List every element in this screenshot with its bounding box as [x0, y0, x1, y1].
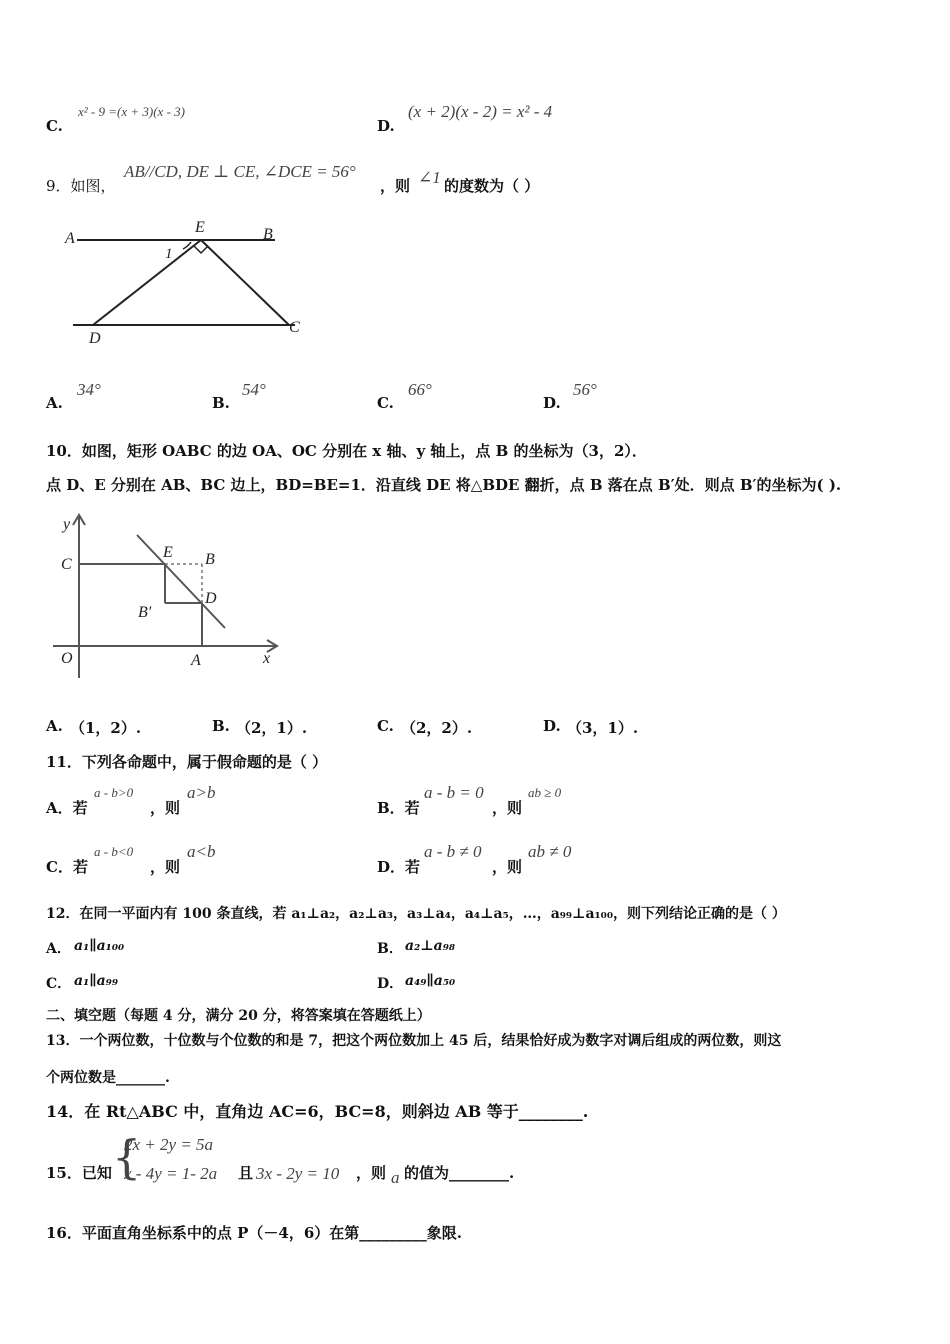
- q12-option-b-value: a₂⊥a₉₈: [405, 938, 455, 954]
- label-a: A: [191, 652, 201, 669]
- q15-var: a: [391, 1168, 400, 1187]
- q11-option-b-result: ab ≥ 0: [528, 785, 562, 800]
- q9-angle: ∠1: [418, 168, 441, 187]
- q12-option-a-value: a₁∥a₁₀₀: [74, 938, 125, 954]
- q15-eq-1: 2x + 2y = 5a: [124, 1135, 214, 1154]
- q10-option-a-value: （1，2）.: [70, 719, 142, 737]
- section-2-heading: 二、填空题（每题 4 分，满分 20 分，将答案填在答题纸上）: [46, 1008, 431, 1024]
- q10-figure: [45, 505, 285, 680]
- label-c: C: [61, 556, 72, 573]
- q11-option-c-label: C．若: [46, 858, 88, 876]
- label-o: O: [61, 650, 73, 667]
- q11-option-c-result: a<b: [187, 842, 216, 861]
- label-a: A: [65, 230, 75, 247]
- q12-option-d-value: a₄₉∥a₅₀: [405, 973, 456, 989]
- q9-figure: [55, 212, 325, 352]
- q9-option-b-value: 54°: [242, 380, 266, 399]
- q9-then: ，则: [380, 177, 411, 195]
- q13-line-2: 个两位数是_______.: [46, 1070, 170, 1086]
- q11-option-b-label: B．若: [377, 799, 420, 817]
- q11-option-d-then: ，则: [492, 858, 523, 876]
- q15-eq-2: x - 4y = 1- 2a: [124, 1164, 218, 1183]
- q9-option-d-label: D.: [543, 394, 561, 412]
- label-x: x: [263, 650, 271, 667]
- q11-option-d-result: ab ≠ 0: [528, 842, 572, 861]
- q15-then: ，则: [356, 1164, 387, 1182]
- q9-condition: AB//CD, DE ⊥ CE, ∠DCE = 56°: [124, 162, 356, 181]
- q9-option-b-label: B.: [212, 394, 230, 412]
- q10-option-a-label: A.: [46, 717, 63, 735]
- q9-option-c-value: 66°: [408, 380, 432, 399]
- q8-option-d-label: D.: [377, 117, 395, 135]
- q15-and: 且: [238, 1164, 254, 1182]
- q11-option-b-cond: a - b = 0: [424, 783, 484, 802]
- q11-option-a-cond: a - b>0: [94, 785, 134, 800]
- q12-option-b-label: B．: [377, 941, 403, 957]
- q12-option-c-label: C．: [46, 976, 72, 992]
- label-b: B: [205, 551, 215, 568]
- q10-option-c-value: （2，2）.: [401, 719, 473, 737]
- q9-option-d-value: 56°: [573, 380, 597, 399]
- q11-option-d-cond: a - b ≠ 0: [424, 842, 482, 861]
- label-1: 1: [165, 246, 173, 262]
- q10-option-c-label: C.: [377, 717, 394, 735]
- q10-line-2: 点 D、E 分别在 AB、BC 边上，BD=BE=1．沿直线 DE 将△BDE 翻折，点 B 落在点 B′处．则点 B′的坐标为( ).: [46, 476, 842, 494]
- q11-option-a-result: a>b: [187, 783, 216, 802]
- label-e: E: [163, 544, 173, 561]
- q9-number: 9．如图，: [46, 177, 116, 195]
- q8-option-d-expr: (x + 2)(x - 2) = x² - 4: [408, 102, 553, 121]
- q13-line-1: 13．一个两位数，十位数与个位数的和是 7，把这个两位数加上 45 后，结果恰好成为数字对调后组成的两位数，则这: [46, 1033, 782, 1049]
- q15-eq-3: 3x - 2y = 10: [256, 1164, 340, 1183]
- q12-option-a-label: A．: [46, 941, 71, 957]
- line-ec: [201, 240, 289, 325]
- q11-title: 11．下列各命题中，属于假命题的是（ ）: [46, 753, 328, 771]
- q11-option-a-label: A．若: [46, 799, 88, 817]
- label-e: E: [195, 219, 205, 236]
- q8-option-c-expr: x² - 9 =(x + 3)(x - 3): [78, 104, 185, 119]
- label-b-prime: B′: [138, 604, 152, 621]
- q11-option-a-then: ，则: [150, 799, 181, 817]
- q11-option-b-then: ，则: [492, 799, 523, 817]
- q10-option-d-label: D.: [543, 717, 561, 735]
- label-d: D: [205, 590, 217, 607]
- q11-option-c-then: ，则: [150, 858, 181, 876]
- q10-line-1: 10．如图，矩形 OABC 的边 OA、OC 分别在 x 轴、y 轴上，点 B 的坐标为（3，2）．: [46, 442, 647, 460]
- line-ed: [93, 240, 201, 325]
- label-c: C: [289, 319, 300, 336]
- q16-text: 16．平面直角坐标系中的点 P（－4，6）在第_________象限.: [46, 1224, 462, 1242]
- label-b: B: [263, 226, 273, 243]
- q9-option-a-label: A.: [46, 394, 63, 412]
- q15-brace: {: [112, 1130, 142, 1184]
- q9-option-c-label: C.: [377, 394, 394, 412]
- q10-option-d-value: （3，1）.: [567, 719, 639, 737]
- q12-title: 12．在同一平面内有 100 条直线，若 a₁⊥a₂，a₂⊥a₃，a₃⊥a₄，a₄⊥a₅，…，a₉₉⊥a₁₀₀，则下列结论正确的是（ ）: [46, 906, 786, 922]
- q10-option-b-value: （2，1）.: [236, 719, 308, 737]
- right-angle-mark: [194, 246, 208, 253]
- q8-option-c-label: C.: [46, 117, 63, 135]
- q15-suffix: 的值为________.: [404, 1164, 515, 1182]
- q11-option-d-label: D．若: [377, 858, 421, 876]
- q12-option-d-label: D．: [377, 976, 404, 992]
- q12-option-c-value: a₁∥a₉₉: [74, 973, 118, 989]
- q10-option-b-label: B.: [212, 717, 230, 735]
- q9-question: 的度数为（ ）: [444, 177, 540, 195]
- label-d: D: [89, 330, 101, 347]
- q15-prefix: 15．已知: [46, 1164, 112, 1182]
- label-y: y: [63, 516, 71, 533]
- q11-option-c-cond: a - b<0: [94, 844, 134, 859]
- q9-option-a-value: 34°: [77, 380, 101, 399]
- q14-text: 14．在 Rt△ABC 中，直角边 AC=6，BC=8，则斜边 AB 等于________.: [46, 1102, 589, 1121]
